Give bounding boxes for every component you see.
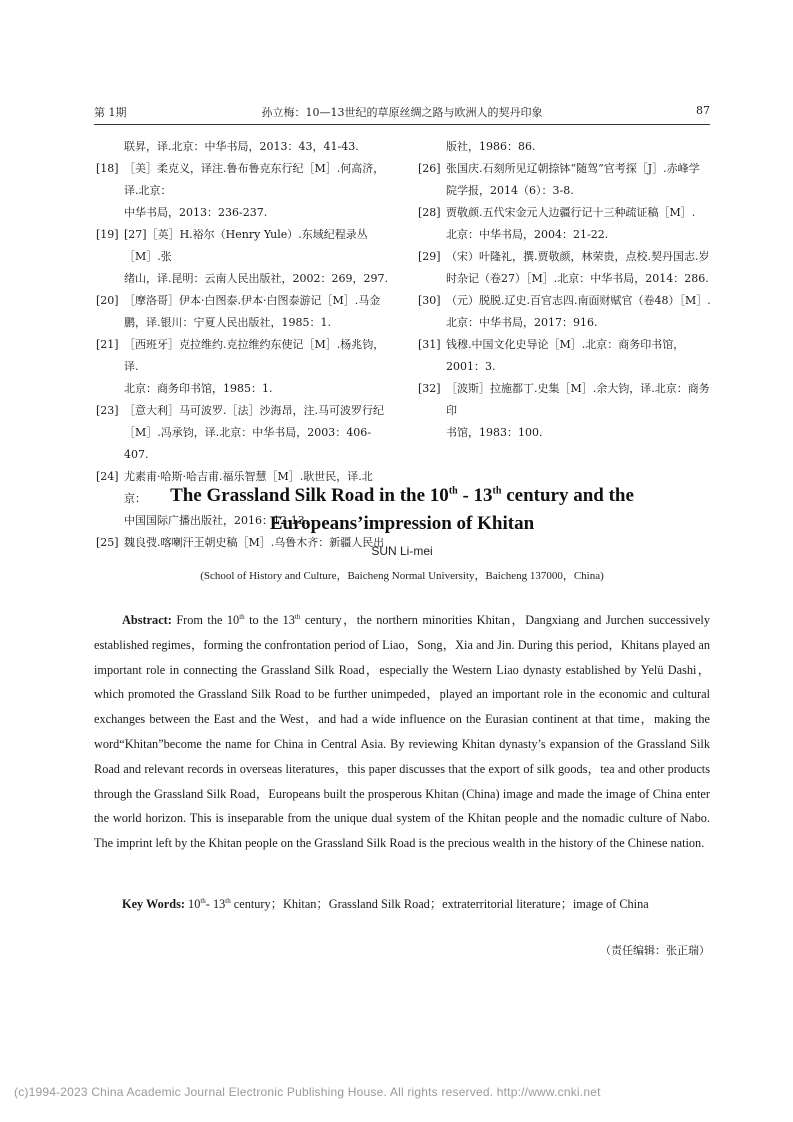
abstract-text: century，the northern minorities Khitan，Dangxiang and Jurchen successively established regimes，forming the confrontation period of Liao，Song，Xia and Jin. During this period，Khitans played an important role in connecting the Grassland Silk Road，especially the Western Liao dynasty established by Yelü Dashi，which promoted the Grassland Silk Road to be further unimpeded，played an important role in the economic and cultural exchanges between the East and the West，and had a wide influence on the Eurasian continent at that time，making the word“Khitan”become the name for China in Central Asia. By reviewing Khitan dynasty’s expansion of the Grassland Silk Road and relevant records in overseas literatures，this paper discusses that the export of silk goods，tea and other products through the Grassland Silk Road，Europeans built the prosperous Khitan (China) image and made the image of China enter the world horizon. This is inseparable from the unique dual system of the Khitan people and the nomadic culture of Nabo. The imprint left by the Khitan people on the Grassland Silk Road is the precious wealth in the history of the Chinese nation. (94, 613, 710, 851)
reference-line: ［意大利］马可波罗.［法］沙海昂，注.马可波罗行纪 (124, 404, 384, 417)
reference-number: [29] (418, 250, 441, 263)
reference-line: 北京：中华书局，2017：916. (446, 316, 598, 329)
reference-entry (418, 334, 712, 378)
reference-entry (418, 246, 712, 290)
english-title-line2: Europeans’impression of Khitan (269, 513, 535, 534)
keywords-label: Key Words: (122, 897, 185, 911)
reference-number: [23] (96, 404, 119, 417)
reference-line: 北京：中华书局，2004：21-22. (446, 228, 609, 241)
reference-number: [28] (418, 206, 441, 219)
reference-line: ［M］.冯承钧，译.北京：中华书局，2003：406-407. (124, 426, 371, 461)
abstract-paragraph: Abstract: From the 10th to the 13th century，the northern minorities Khitan，Dangxiang and Jurchen successively established regimes，forming the confrontation period of Liao，Song，Xia and Jin. During this period，Khitans played an important role in connecting the Grassland Silk Road，especially the Western Liao dynasty established by Yelü Dashi，which promoted the Grassland Silk Road to be further unimpeded，played an important role in the economic and cultural exchanges between the East and the West，and had a wide influence on the Eurasian continent at that time，making the word“Khitan”become the name for China in Central Asia. By reviewing Khitan dynasty’s expansion of the Grassland Silk Road and relevant records in overseas literatures，this paper discusses that the export of silk goods，tea and other products through the Grassland Silk Road，Europeans built the prosperous Khitan (China) image and made the image of China enter the world horizon. This is inseparable from the unique dual system of the Khitan people and the nomadic culture of Nabo. The imprint left by the Khitan people on the Grassland Silk Road is the precious wealth in the history of the Chinese nation. (94, 612, 710, 851)
reference-line: 版社，1986：86. (446, 140, 536, 153)
reference-entry (96, 136, 390, 158)
reference-entry (418, 290, 712, 334)
reference-line: 钱穆.中国文化史导论［M］.北京：商务印书馆，2001：3. (446, 338, 685, 373)
reference-line: 魏良弢.喀喇汗王朝史稿［M］.乌鲁木齐：新疆人民出 (124, 536, 385, 549)
reference-number: [20] (96, 294, 119, 307)
reference-line: ［美］柔克义，译注.鲁布鲁克东行纪［M］.何高济，译.北京： (124, 162, 385, 197)
reference-entry (418, 136, 712, 158)
reference-line: 中国国际广播出版社，2016：12-13. (124, 514, 309, 527)
reference-number: [18] (96, 162, 119, 175)
reference-number: [31] (418, 338, 441, 351)
reference-number: [24] (96, 470, 119, 483)
header-rule (94, 124, 710, 125)
page-number: 87 (696, 104, 710, 117)
keywords-text: century；Khitan；Grassland Silk Road；extraterritorial literature；image of China (230, 897, 649, 911)
reference-entry (418, 158, 712, 202)
author-name: SUN Li-mei (371, 544, 433, 558)
running-title: 孙立梅：10—13世纪的草原丝绸之路与欧洲人的契丹印象 (261, 106, 543, 119)
reference-line: ［波斯］拉施都丁.史集［M］.余大钧，译.北京：商务印 (446, 382, 710, 417)
reference-number: [25] (96, 536, 119, 549)
reference-number: [21] (96, 338, 119, 351)
reference-entry (96, 334, 390, 400)
references-right-column (418, 136, 712, 444)
english-title: The Grassland Silk Road in the 10th - 13th century and the Europeans’impression of Khitan (170, 485, 634, 534)
reference-line: [27]［英］H.裕尔（Henry Yule）.东域纪程录丛［M］.张 (124, 228, 368, 263)
reference-entry (96, 158, 390, 224)
reference-line: 时杂记（卷27）［M］.北京：中华书局，2014：286. (446, 272, 709, 285)
reference-line: 中华书局，2013：236-237. (124, 206, 268, 219)
reference-entry (96, 290, 390, 334)
reference-line: 尤素甫·哈斯·哈吉甫.福乐智慧［M］.耿世民，译.北京： (124, 470, 373, 505)
reference-line: 联昇，译.北京：中华书局，2013：43，41-43. (124, 140, 359, 153)
reference-line: ［西班牙］克拉维约.克拉维约东使记［M］.杨兆钧，译. (124, 338, 385, 373)
reference-line: （宋）叶隆礼，撰.贾敬颜，林荣贵，点校.契丹国志.岁 (446, 250, 710, 263)
reference-number: [19] (96, 228, 119, 241)
reference-entry (418, 202, 712, 246)
keywords-line: Key Words: 10th- 13th century；Khitan；Grassland Silk Road；extraterritorial literature；image of China (122, 896, 649, 911)
running-header (94, 104, 710, 120)
author-affiliation: (School of History and Culture，Baicheng Normal University，Baicheng 137000，China) (200, 570, 604, 582)
abstract-label: Abstract: (122, 613, 172, 627)
reference-number: [26] (418, 162, 441, 175)
responsible-editor: （责任编辑：张正瑞） (600, 944, 710, 957)
reference-number: [30] (418, 294, 441, 307)
reference-entry (96, 224, 390, 290)
reference-entry (418, 378, 712, 444)
reference-line: 书馆，1983：100. (446, 426, 543, 439)
reference-line: 张国庆.石刻所见辽朝捺钵“随驾”官考探［J］.赤峰学 (446, 162, 700, 175)
reference-line: 绪山，译.昆明：云南人民出版社，2002：269，297. (124, 272, 388, 285)
reference-line: 鹏，译.银川：宁夏人民出版社，1985：1. (124, 316, 331, 329)
reference-entry (96, 400, 390, 466)
reference-line: ［摩洛哥］伊本·白图泰.伊本·白图泰游记［M］.马金 (124, 294, 381, 307)
reference-line: （元）脱脱.辽史.百官志四.南面财赋官（卷48）［M］. (446, 294, 711, 307)
reference-line: 贾敬颜.五代宋金元人边疆行记十三种疏证稿［M］. (446, 206, 696, 219)
issue-label: 第 1期 (94, 106, 127, 119)
reference-number: [32] (418, 382, 441, 395)
reference-line: 北京：商务印书馆，1985：1. (124, 382, 273, 395)
copyright-watermark: (c)1994-2023 China Academic Journal Electronic Publishing House. All rights reserved. http://www.cnki.net (14, 1085, 601, 1099)
reference-line: 院学报，2014（6）：3-8. (446, 184, 574, 197)
